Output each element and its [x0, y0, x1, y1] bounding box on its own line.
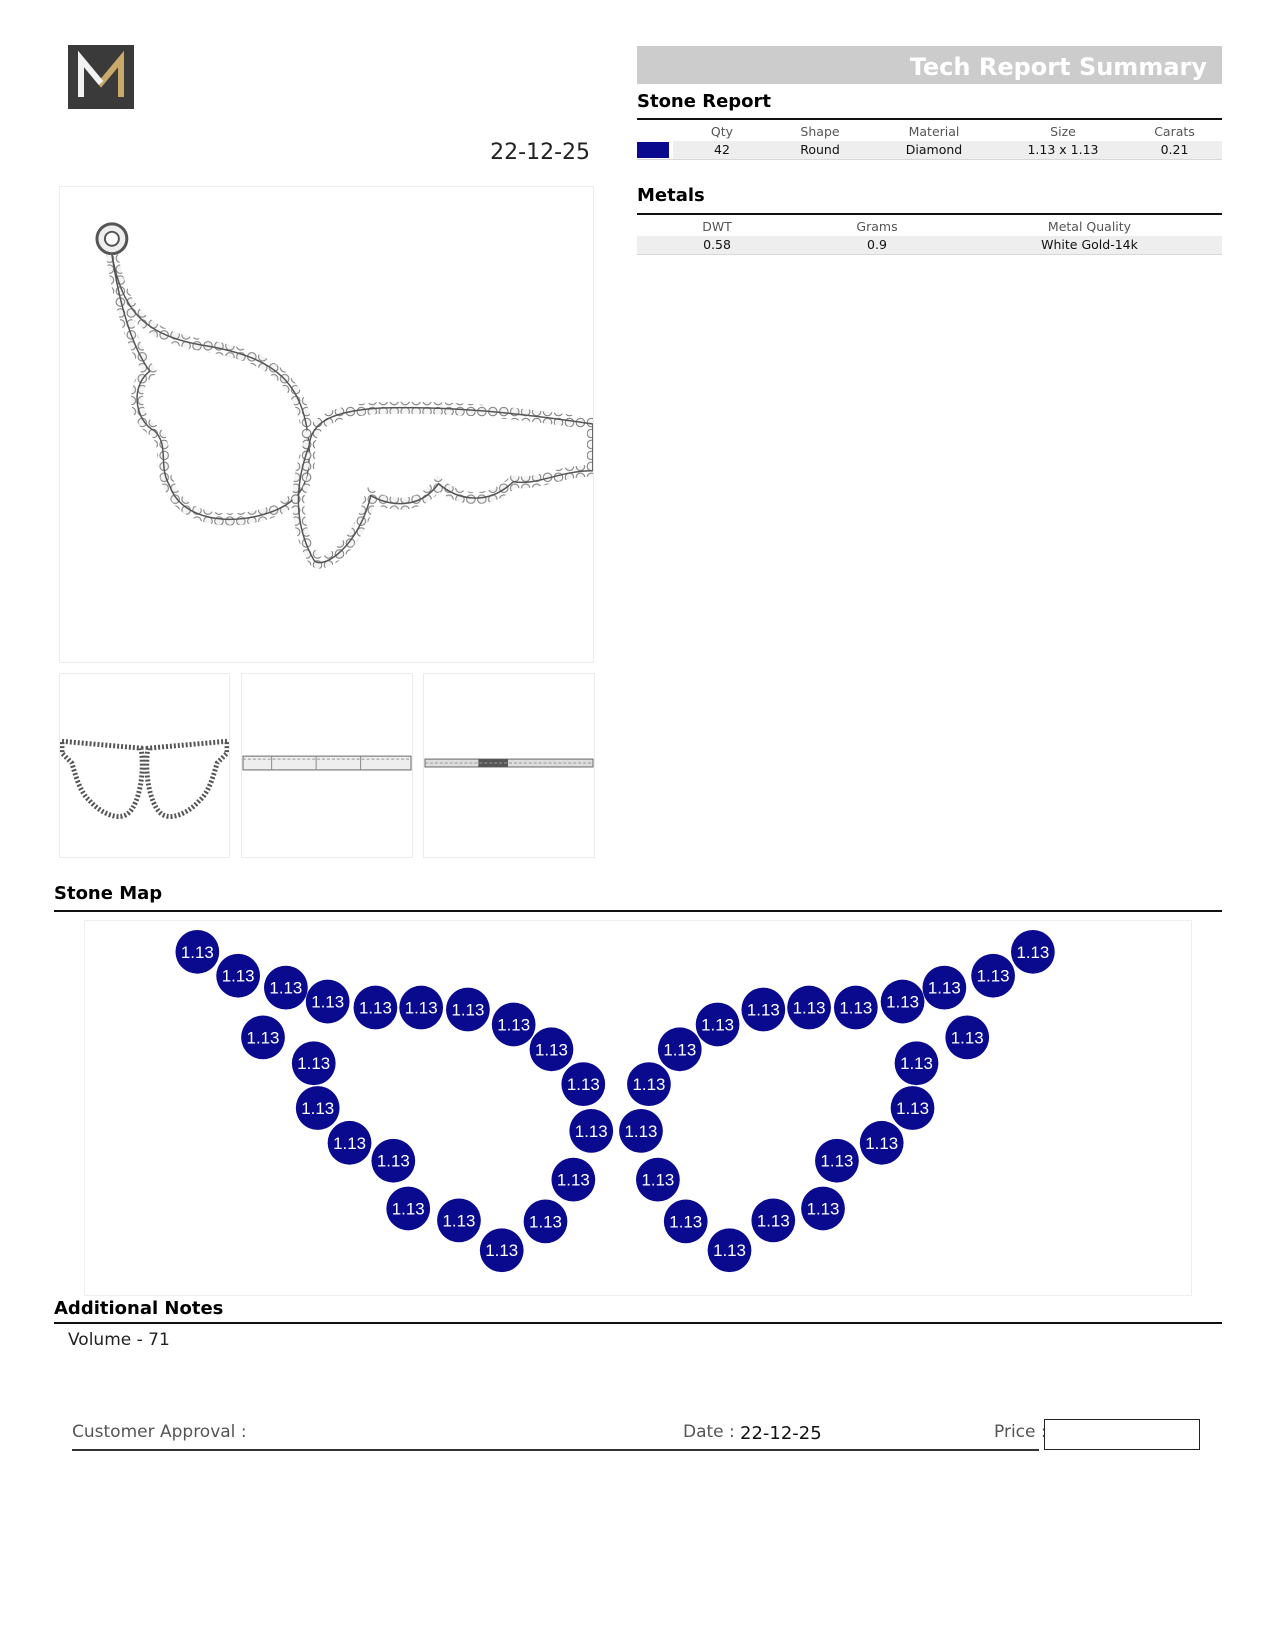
stone-marker [524, 1200, 568, 1244]
column-header: Size [1050, 123, 1076, 139]
thumbnail-top-view[interactable] [423, 673, 595, 858]
stone-size-label: 1.13 [886, 992, 920, 1012]
stone-marker [530, 1027, 574, 1071]
stone-marker [801, 1187, 845, 1231]
stone-size-label: 1.13 [246, 1028, 280, 1048]
stone-marker [708, 1228, 752, 1272]
stone-marker [480, 1228, 524, 1272]
approval-signature-line [72, 1449, 1039, 1451]
stone-marker [354, 986, 398, 1030]
notes-heading: Additional Notes [54, 1298, 224, 1319]
stone-color-swatch [637, 142, 669, 158]
stone-marker [241, 1015, 285, 1059]
stone-marker [569, 1109, 613, 1153]
stone-size-label: 1.13 [669, 1212, 703, 1232]
notes-text: Volume - 71 [68, 1330, 170, 1350]
report-date: 22-12-25 [490, 140, 590, 165]
m-monogram-logo-icon [68, 45, 134, 109]
approval-date-value: 22-12-25 [740, 1423, 822, 1444]
approval-date-label: Date : [683, 1422, 735, 1442]
stone-marker [860, 1121, 904, 1165]
stone-size-label: 1.13 [574, 1121, 608, 1141]
stone-marker [895, 1041, 939, 1085]
stone-marker [891, 1086, 935, 1130]
stone-marker [619, 1109, 663, 1153]
stone-marker [371, 1139, 415, 1183]
stone-size-label: 1.13 [641, 1170, 675, 1190]
stone-size-label: 1.13 [900, 1054, 933, 1074]
stone-marker [386, 1187, 430, 1231]
stone-size-label: 1.13 [1016, 942, 1050, 962]
column-header: Material [908, 123, 960, 139]
stone-size-label: 1.13 [792, 998, 826, 1018]
stone-map-heading: Stone Map [54, 883, 163, 904]
stone-map-canvas [85, 921, 1191, 1295]
stone-carats: 0.21 [1127, 141, 1222, 159]
stone-size-label: 1.13 [297, 1054, 331, 1074]
column-header: Grams [856, 218, 898, 234]
stone-size-label: 1.13 [566, 1075, 600, 1095]
price-field[interactable] [1044, 1419, 1200, 1450]
table-row [637, 141, 1222, 159]
metals-heading: Metals [637, 185, 705, 206]
stone-report-heading: Stone Report [637, 91, 772, 112]
metals-rule [637, 213, 1222, 215]
stone-size-label: 1.13 [376, 1151, 410, 1171]
column-header: Shape [800, 123, 840, 139]
stone-size-label: 1.13 [391, 1199, 425, 1219]
stone-marker [627, 1062, 671, 1106]
company-logo [68, 45, 134, 109]
metal-grams: 0.9 [797, 236, 957, 254]
stone-marker [264, 966, 308, 1010]
stone-marker [306, 980, 350, 1024]
thumbnail-side-view[interactable] [241, 673, 413, 858]
stone-size-label: 1.13 [404, 998, 438, 1018]
stone-size-label: 1.13 [927, 978, 961, 998]
stone-report-table [637, 121, 1222, 160]
stone-marker [881, 980, 925, 1024]
stone-size-label: 1.13 [301, 1098, 335, 1118]
stone-map-rule [54, 910, 1222, 912]
stone-marker [551, 1158, 595, 1202]
stone-size-label: 1.13 [529, 1212, 562, 1232]
stone-size: 1.13 x 1.13 [999, 141, 1127, 159]
stone-marker [216, 954, 260, 998]
stone-marker [636, 1158, 680, 1202]
stone-size-label: 1.13 [497, 1015, 531, 1035]
stone-size-label: 1.13 [865, 1133, 899, 1153]
main-product-render [59, 186, 594, 663]
stone-marker [787, 986, 831, 1030]
metal-quality: White Gold-14k [957, 236, 1222, 254]
stone-size-label: 1.13 [756, 1211, 790, 1231]
stone-marker [834, 986, 878, 1030]
stone-size-label: 1.13 [701, 1015, 735, 1035]
stone-marker [922, 966, 966, 1010]
stone-size-label: 1.13 [442, 1211, 476, 1231]
stone-size-label: 1.13 [535, 1040, 568, 1060]
stone-size-label: 1.13 [839, 998, 873, 1018]
metal-dwt: 0.58 [637, 236, 797, 254]
column-header: Metal Quality [1047, 218, 1132, 234]
stone-size-label: 1.13 [451, 1000, 485, 1020]
stone-size-label: 1.13 [632, 1075, 666, 1095]
stone-size-label: 1.13 [663, 1040, 697, 1060]
report-title: Tech Report Summary [637, 46, 1222, 84]
stone-size-label: 1.13 [221, 966, 255, 986]
column-header: DWT [702, 218, 732, 234]
stone-marker [296, 1086, 340, 1130]
stone-map-diagram [84, 920, 1192, 1296]
stone-marker [751, 1199, 795, 1243]
metals-table [637, 216, 1222, 255]
stone-marker [664, 1200, 708, 1244]
column-header: Qty [710, 123, 734, 139]
stone-marker [945, 1015, 989, 1059]
stone-marker [696, 1003, 740, 1047]
stone-size-label: 1.13 [896, 1098, 929, 1118]
stone-size-label: 1.13 [180, 942, 214, 962]
stone-marker [492, 1003, 536, 1047]
stone-size-label: 1.13 [806, 1199, 840, 1219]
stone-marker [175, 930, 219, 974]
stone-marker [741, 988, 785, 1032]
stone-marker [815, 1139, 859, 1183]
stone-marker [437, 1199, 481, 1243]
stone-size-label: 1.13 [820, 1151, 854, 1171]
stone-size-label: 1.13 [746, 1000, 780, 1020]
stone-marker [658, 1027, 702, 1071]
stone-material: Diamond [869, 141, 999, 159]
stone-shape: Round [771, 141, 869, 159]
stone-size-label: 1.13 [333, 1133, 366, 1153]
customer-approval-label: Customer Approval : [72, 1422, 247, 1442]
stone-marker [971, 954, 1015, 998]
stone-size-label: 1.13 [950, 1028, 984, 1048]
column-header: Carats [1154, 123, 1195, 139]
stone-size-label: 1.13 [556, 1170, 590, 1190]
stone-marker [561, 1062, 605, 1106]
stone-qty: 42 [673, 141, 771, 159]
notes-rule [54, 1322, 1222, 1324]
stone-size-label: 1.13 [624, 1121, 658, 1141]
stone-marker [446, 988, 490, 1032]
stone-report-rule [637, 118, 1222, 120]
stone-marker [399, 986, 443, 1030]
stone-size-label: 1.13 [976, 966, 1010, 986]
stone-size-label: 1.13 [358, 998, 392, 1018]
stone-marker [1011, 930, 1055, 974]
stone-size-label: 1.13 [713, 1241, 746, 1261]
stone-marker [328, 1121, 372, 1165]
table-row [637, 236, 1222, 254]
stone-marker [292, 1041, 336, 1085]
stone-size-label: 1.13 [269, 978, 303, 998]
stone-size-label: 1.13 [311, 992, 345, 1012]
stone-size-label: 1.13 [485, 1241, 519, 1261]
thumbnail-front-view[interactable] [59, 673, 230, 858]
price-label: Price : [994, 1422, 1047, 1442]
